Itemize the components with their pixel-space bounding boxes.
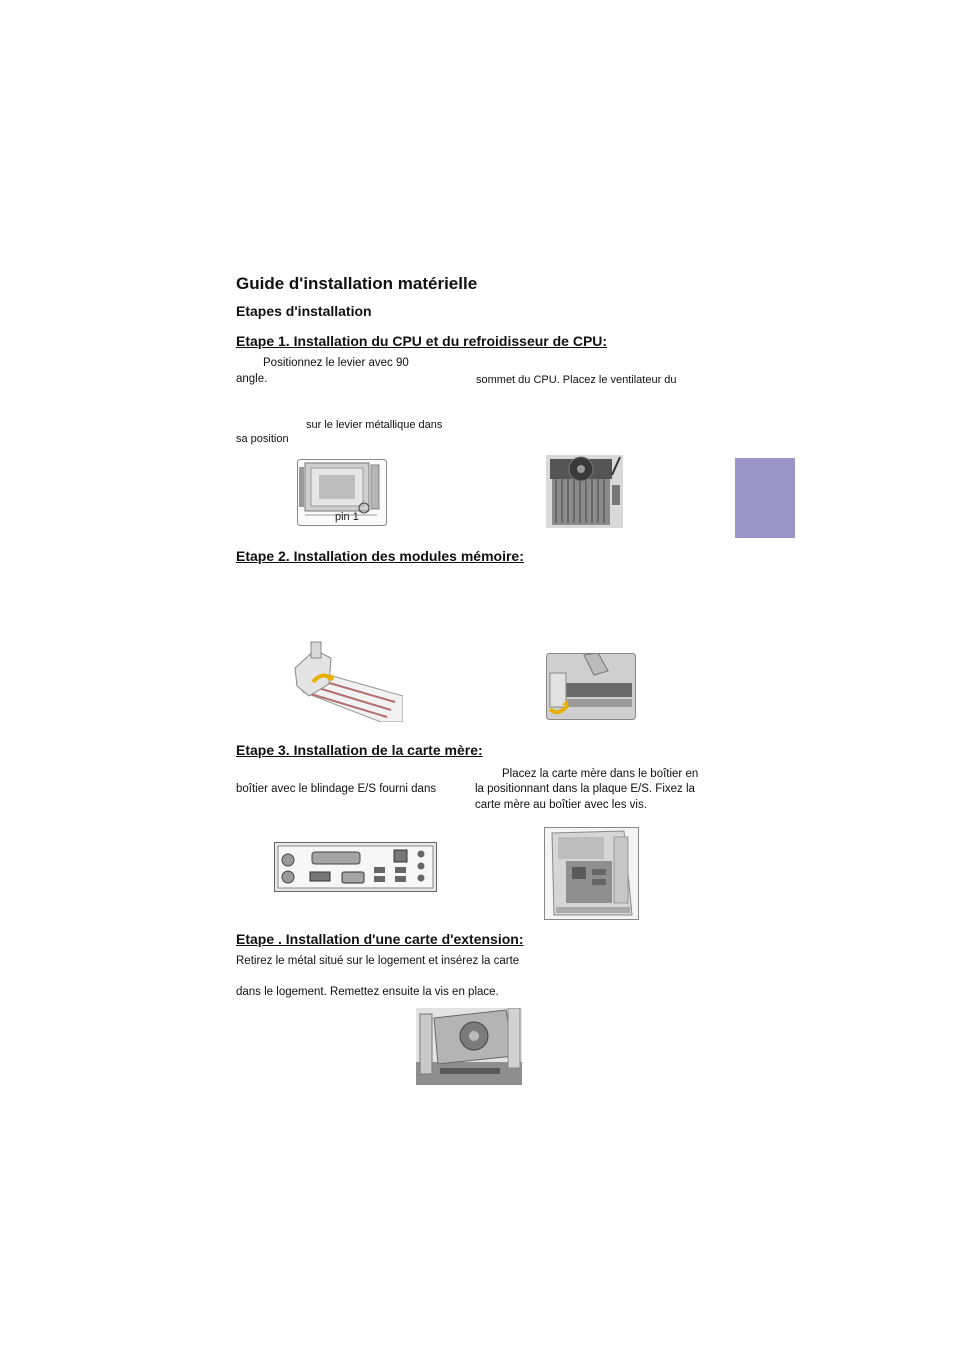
io-shield-image: [274, 842, 437, 892]
step3-text-right-1: Placez la carte mère dans le boîtier en: [502, 768, 699, 780]
step4-text-line1: Retirez le métal situé sur le logement et insérez la carte: [236, 955, 520, 967]
section-tab: [735, 458, 795, 538]
step1-text-line2: angle.: [236, 373, 268, 385]
step1-text-right: sommet du CPU. Placez le ventilateur du: [476, 374, 677, 386]
step2-heading: Etape 2. Installation des modules mémoire:: [236, 548, 524, 564]
step3-text-left: boîtier avec le blindage E/S fourni dans: [236, 783, 437, 795]
step1-text-line1: Positionnez le levier avec 90: [263, 357, 409, 369]
step3-text-right-3: carte mère au boîtier avec les vis.: [475, 799, 647, 811]
memory-slot-image: [293, 640, 403, 722]
page-subtitle: Etapes d'installation: [236, 303, 372, 319]
step1-text-position: sa position: [236, 433, 289, 445]
cpu-socket-image: [297, 459, 387, 526]
page-title: Guide d'installation matérielle: [236, 274, 478, 293]
cpu-cooler-image: [546, 455, 623, 528]
step3-text-right-2: la positionnant dans la plaque E/S. Fixez la: [475, 783, 695, 795]
step1-text-lever: sur le levier métallique dans: [306, 419, 443, 431]
expansion-card-image: [416, 1008, 522, 1085]
computer-case-image: [544, 827, 639, 920]
memory-insert-image: [546, 653, 636, 720]
step1-heading: Etape 1. Installation du CPU et du refroidisseur de CPU:: [236, 333, 608, 349]
step4-text-line2: dans le logement. Remettez ensuite la vis en place.: [236, 986, 499, 998]
step3-heading: Etape 3. Installation de la carte mère:: [236, 742, 483, 758]
pin1-label: pin 1: [335, 511, 359, 523]
step4-heading: Etape . Installation d'une carte d'extension:: [236, 931, 524, 947]
